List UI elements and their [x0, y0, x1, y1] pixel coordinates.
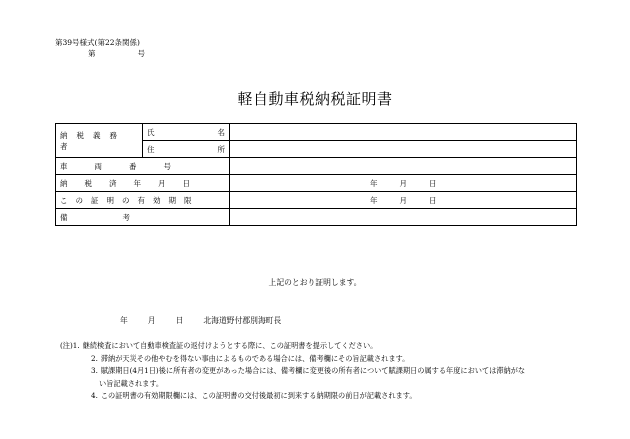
address-value: [230, 141, 577, 158]
name-label: 氏 名: [143, 124, 230, 141]
note-item: (注) 1. 継続検査において自動車検査証の返付けようとする際に、この証明書を提示してください。: [60, 340, 525, 353]
validity-value: 年 月 日: [230, 192, 577, 209]
paid-date-label: 納税済年月日: [56, 175, 230, 192]
paid-date-value: 年 月 日: [230, 175, 577, 192]
taxpayer-label: 納税義務者: [56, 124, 143, 158]
certificate-table: [55, 123, 577, 226]
issuer-name: 北海道野付郡別海町長: [203, 316, 282, 325]
validity-label: この証明の有効期限: [56, 192, 230, 209]
note-item-continuation: い旨記載されます。: [99, 378, 164, 388]
remarks-value: [230, 209, 577, 226]
vehicle-number-label: 車両番号: [56, 158, 230, 175]
signature-line: 年 月 日 北海道野付郡別海町長: [120, 316, 282, 325]
notes-prefix: (注): [60, 341, 73, 350]
taxpayer-name-row: [56, 124, 577, 141]
vehicle-number-row: [56, 158, 577, 175]
note-item: 3. 賦課期日(4月1日)後に所有者の変更があった場合には、備考欄に変更後の所有者について賦課期日の属する年度においては滞納がな: [91, 366, 526, 376]
document-number: [88, 48, 145, 59]
remarks-label: 備考: [56, 209, 230, 226]
document-number-suffix: 号: [137, 49, 145, 58]
note-item: 2. 滞納が天災その他やむを得ない事由によるものである場合には、備考欄にその旨記載されます。: [91, 353, 410, 363]
notes: [60, 340, 525, 403]
remarks-row: [56, 209, 577, 226]
certification-statement: 上記のとおり証明します。: [268, 278, 362, 287]
address-label: 住 所: [143, 141, 230, 158]
note-item: 4. この証明書の有効期限欄には、この証明書の交付後最初に到来する納期限の前日が記載されます。: [91, 391, 417, 401]
document-number-prefix: 第: [88, 49, 96, 58]
name-value: [230, 124, 577, 141]
form-number: 第39号様式(第22条関係): [55, 38, 140, 47]
paid-date-row: [56, 175, 577, 192]
document-title: 軽自動車税納税証明書: [237, 90, 393, 108]
vehicle-number-value: [230, 158, 577, 175]
validity-row: [56, 192, 577, 209]
